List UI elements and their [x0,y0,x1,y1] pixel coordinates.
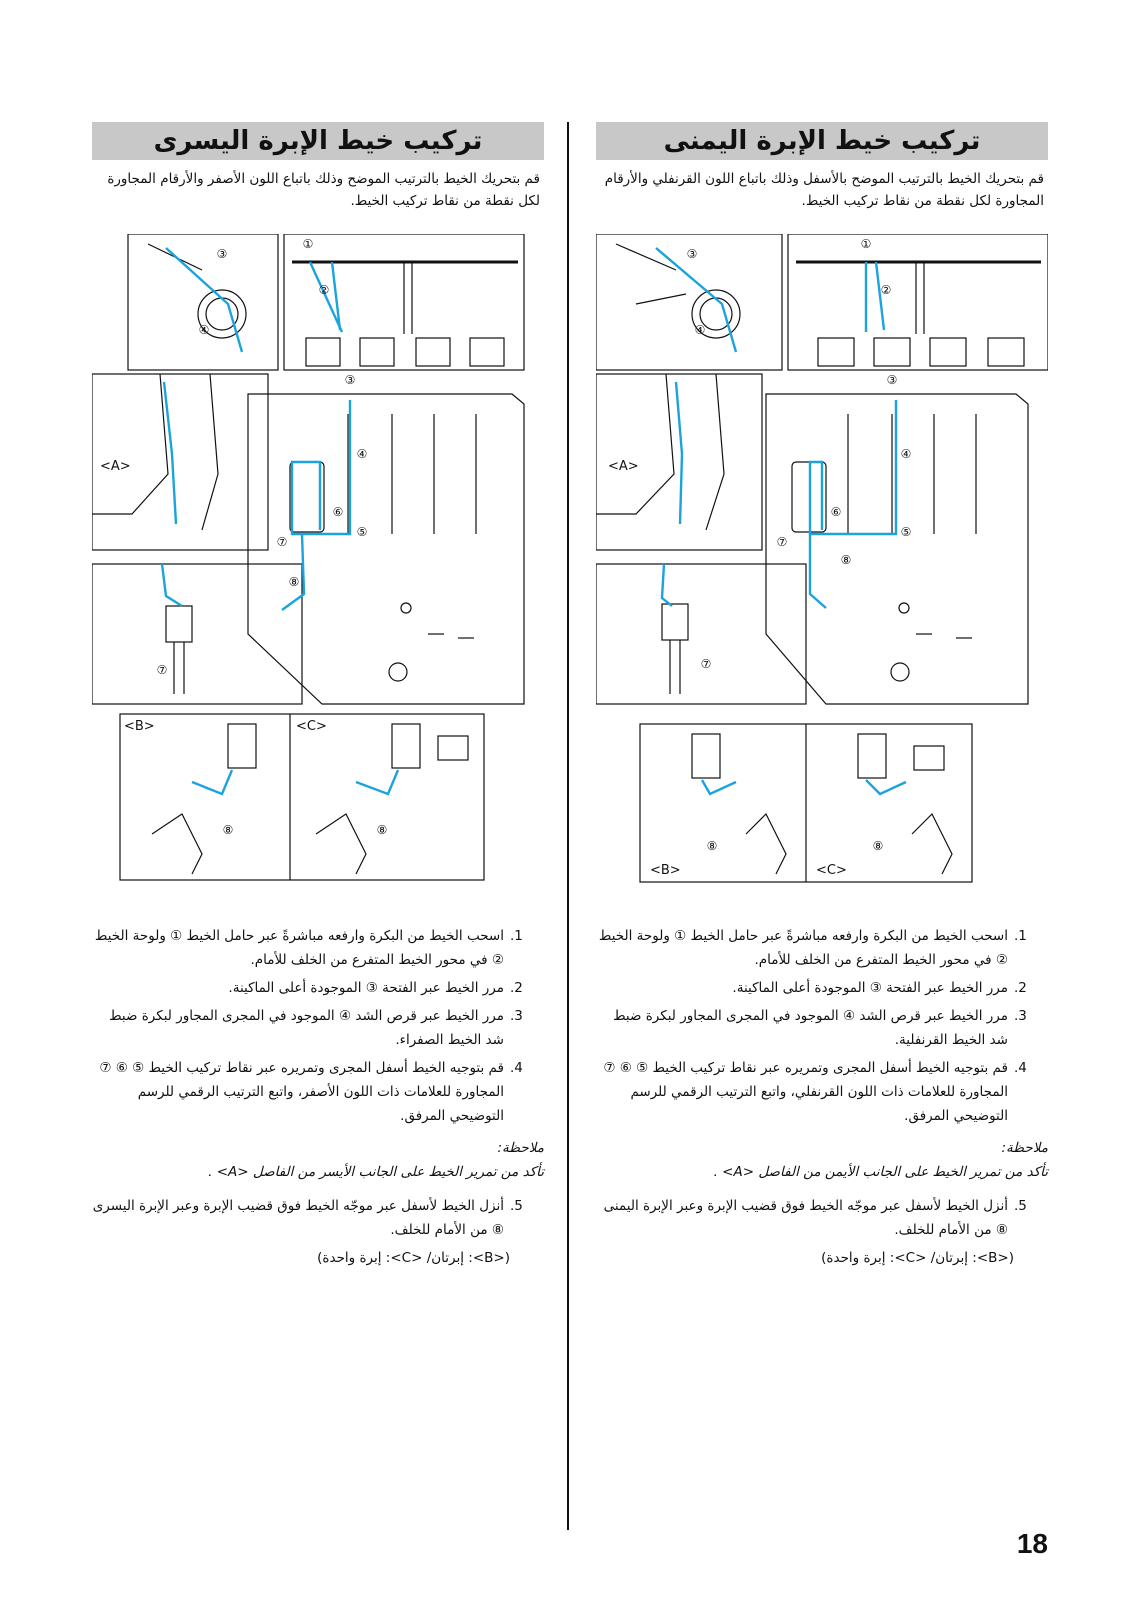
steps-list [92,924,544,1270]
marker-8: ⑧ [288,575,300,589]
step-4: .4 قم بتوجيه الخيط أسفل المجرى وتمريره عبر نقاط تركيب الخيط ⑤ ⑥ ⑦ المجاورة للعلامات ذات اللون الأصفر، واتبع الترتيب الرقمي للرسم التوضيحي المرفق. [99,1060,523,1124]
label-b: <B> [124,719,155,734]
step-1: .1 اسحب الخيط من البكرة وارفعه مباشرةً عبر حامل الخيط ① ولوحة الخيط ② في محور الخيط المتفرع من الخلف للأمام. [94,928,523,968]
step-3: .3 مرر الخيط عبر قرص الشد ④ الموجود في المجرى المجاور لبكرة ضبط شد الخيط الصفراء. [109,1008,523,1048]
marker-3b: ③ [344,373,356,387]
section-title: تركيب خيط الإبرة اليسرى [92,122,544,160]
step-4: .4 قم بتوجيه الخيط أسفل المجرى وتمريره عبر نقاط تركيب الخيط ⑤ ⑥ ⑦ المجاورة للعلامات ذات اللون القرنفلي، واتبع الترتيب الرقمي للرسم التوضيحي المرفق. [603,1060,1027,1124]
step-5-ref: (<B>: إبرتان/ <C>: إبرة واحدة) [317,1250,510,1266]
label-a: <A> [100,459,131,474]
marker-7b: ⑦ [156,663,168,677]
marker-8b: ⑧ [706,839,718,853]
column-divider [567,122,569,1530]
marker-3: ③ [216,247,228,261]
marker-1: ① [302,237,314,251]
step-1: .1 اسحب الخيط من البكرة وارفعه مباشرةً عبر حامل الخيط ① ولوحة الخيط ② في محور الخيط المتفرع من الخلف للأمام. [598,928,1027,968]
right-needle-section [596,122,1048,1266]
marker-1: ① [860,237,872,251]
marker-4b: ④ [900,447,912,461]
marker-2: ② [318,283,330,297]
marker-8b: ⑧ [222,823,234,837]
marker-5: ⑤ [900,525,912,539]
marker-6: ⑥ [332,505,344,519]
marker-3: ③ [686,247,698,261]
note-title: ملاحظة: [497,1140,544,1156]
label-b: <B> [650,863,681,878]
threading-diagram-right [596,234,1048,1024]
marker-5: ⑤ [356,525,368,539]
marker-3b: ③ [886,373,898,387]
section-title: تركيب خيط الإبرة اليمنى [596,122,1048,160]
page-number: 18 [1016,1528,1048,1559]
note-text: تأكد من تمرير الخيط على الجانب الأيمن من الفاصل <A> . [713,1164,1048,1180]
marker-4: ④ [198,323,210,337]
note-title: ملاحظة: [1001,1140,1048,1156]
marker-8c: ⑧ [872,839,884,853]
marker-4b: ④ [356,447,368,461]
step-5: .5 أنزل الخيط لأسفل عبر موجّه الخيط فوق قضيب الإبرة وعبر الإبرة اليسرى ⑧ من الأمام للخلف. [92,1198,523,1238]
step-3: .3 مرر الخيط عبر قرص الشد ④ الموجود في المجرى المجاور لبكرة ضبط شد الخيط القرنفلية. [613,1008,1027,1048]
label-c: <C> [296,719,327,734]
marker-8c: ⑧ [376,823,388,837]
section-intro: قم بتحريك الخيط بالترتيب الموضح وذلك باتباع اللون الأصفر والأرقام المجاورة لكل نقطة من نقاط تركيب الخيط. [107,171,540,209]
threading-diagram-left [92,234,544,1024]
marker-4: ④ [694,323,706,337]
marker-2: ② [880,283,892,297]
marker-7b: ⑦ [700,657,712,671]
note-text: تأكد من تمرير الخيط على الجانب الأيسر من الفاصل <A> . [208,1164,544,1180]
step-5-ref: (<B>: إبرتان/ <C>: إبرة واحدة) [821,1250,1014,1266]
marker-7: ⑦ [776,535,788,549]
marker-8: ⑧ [840,553,852,567]
label-c: <C> [816,863,847,878]
label-a: <A> [608,459,639,474]
step-5: .5 أنزل الخيط لأسفل عبر موجّه الخيط فوق قضيب الإبرة وعبر الإبرة اليمنى ⑧ من الأمام للخلف. [603,1198,1027,1238]
step-2: .2 مرر الخيط عبر الفتحة ③ الموجودة أعلى الماكينة. [228,980,523,996]
marker-7: ⑦ [276,535,288,549]
marker-6: ⑥ [830,505,842,519]
step-2: .2 مرر الخيط عبر الفتحة ③ الموجودة أعلى الماكينة. [732,980,1027,996]
steps-list [596,924,1048,1270]
section-intro: قم بتحريك الخيط بالترتيب الموضح بالأسفل وذلك باتباع اللون القرنفلي والأرقام المجاورة لكل نقطة من نقاط تركيب الخيط. [604,171,1044,209]
left-needle-section [92,122,544,1266]
